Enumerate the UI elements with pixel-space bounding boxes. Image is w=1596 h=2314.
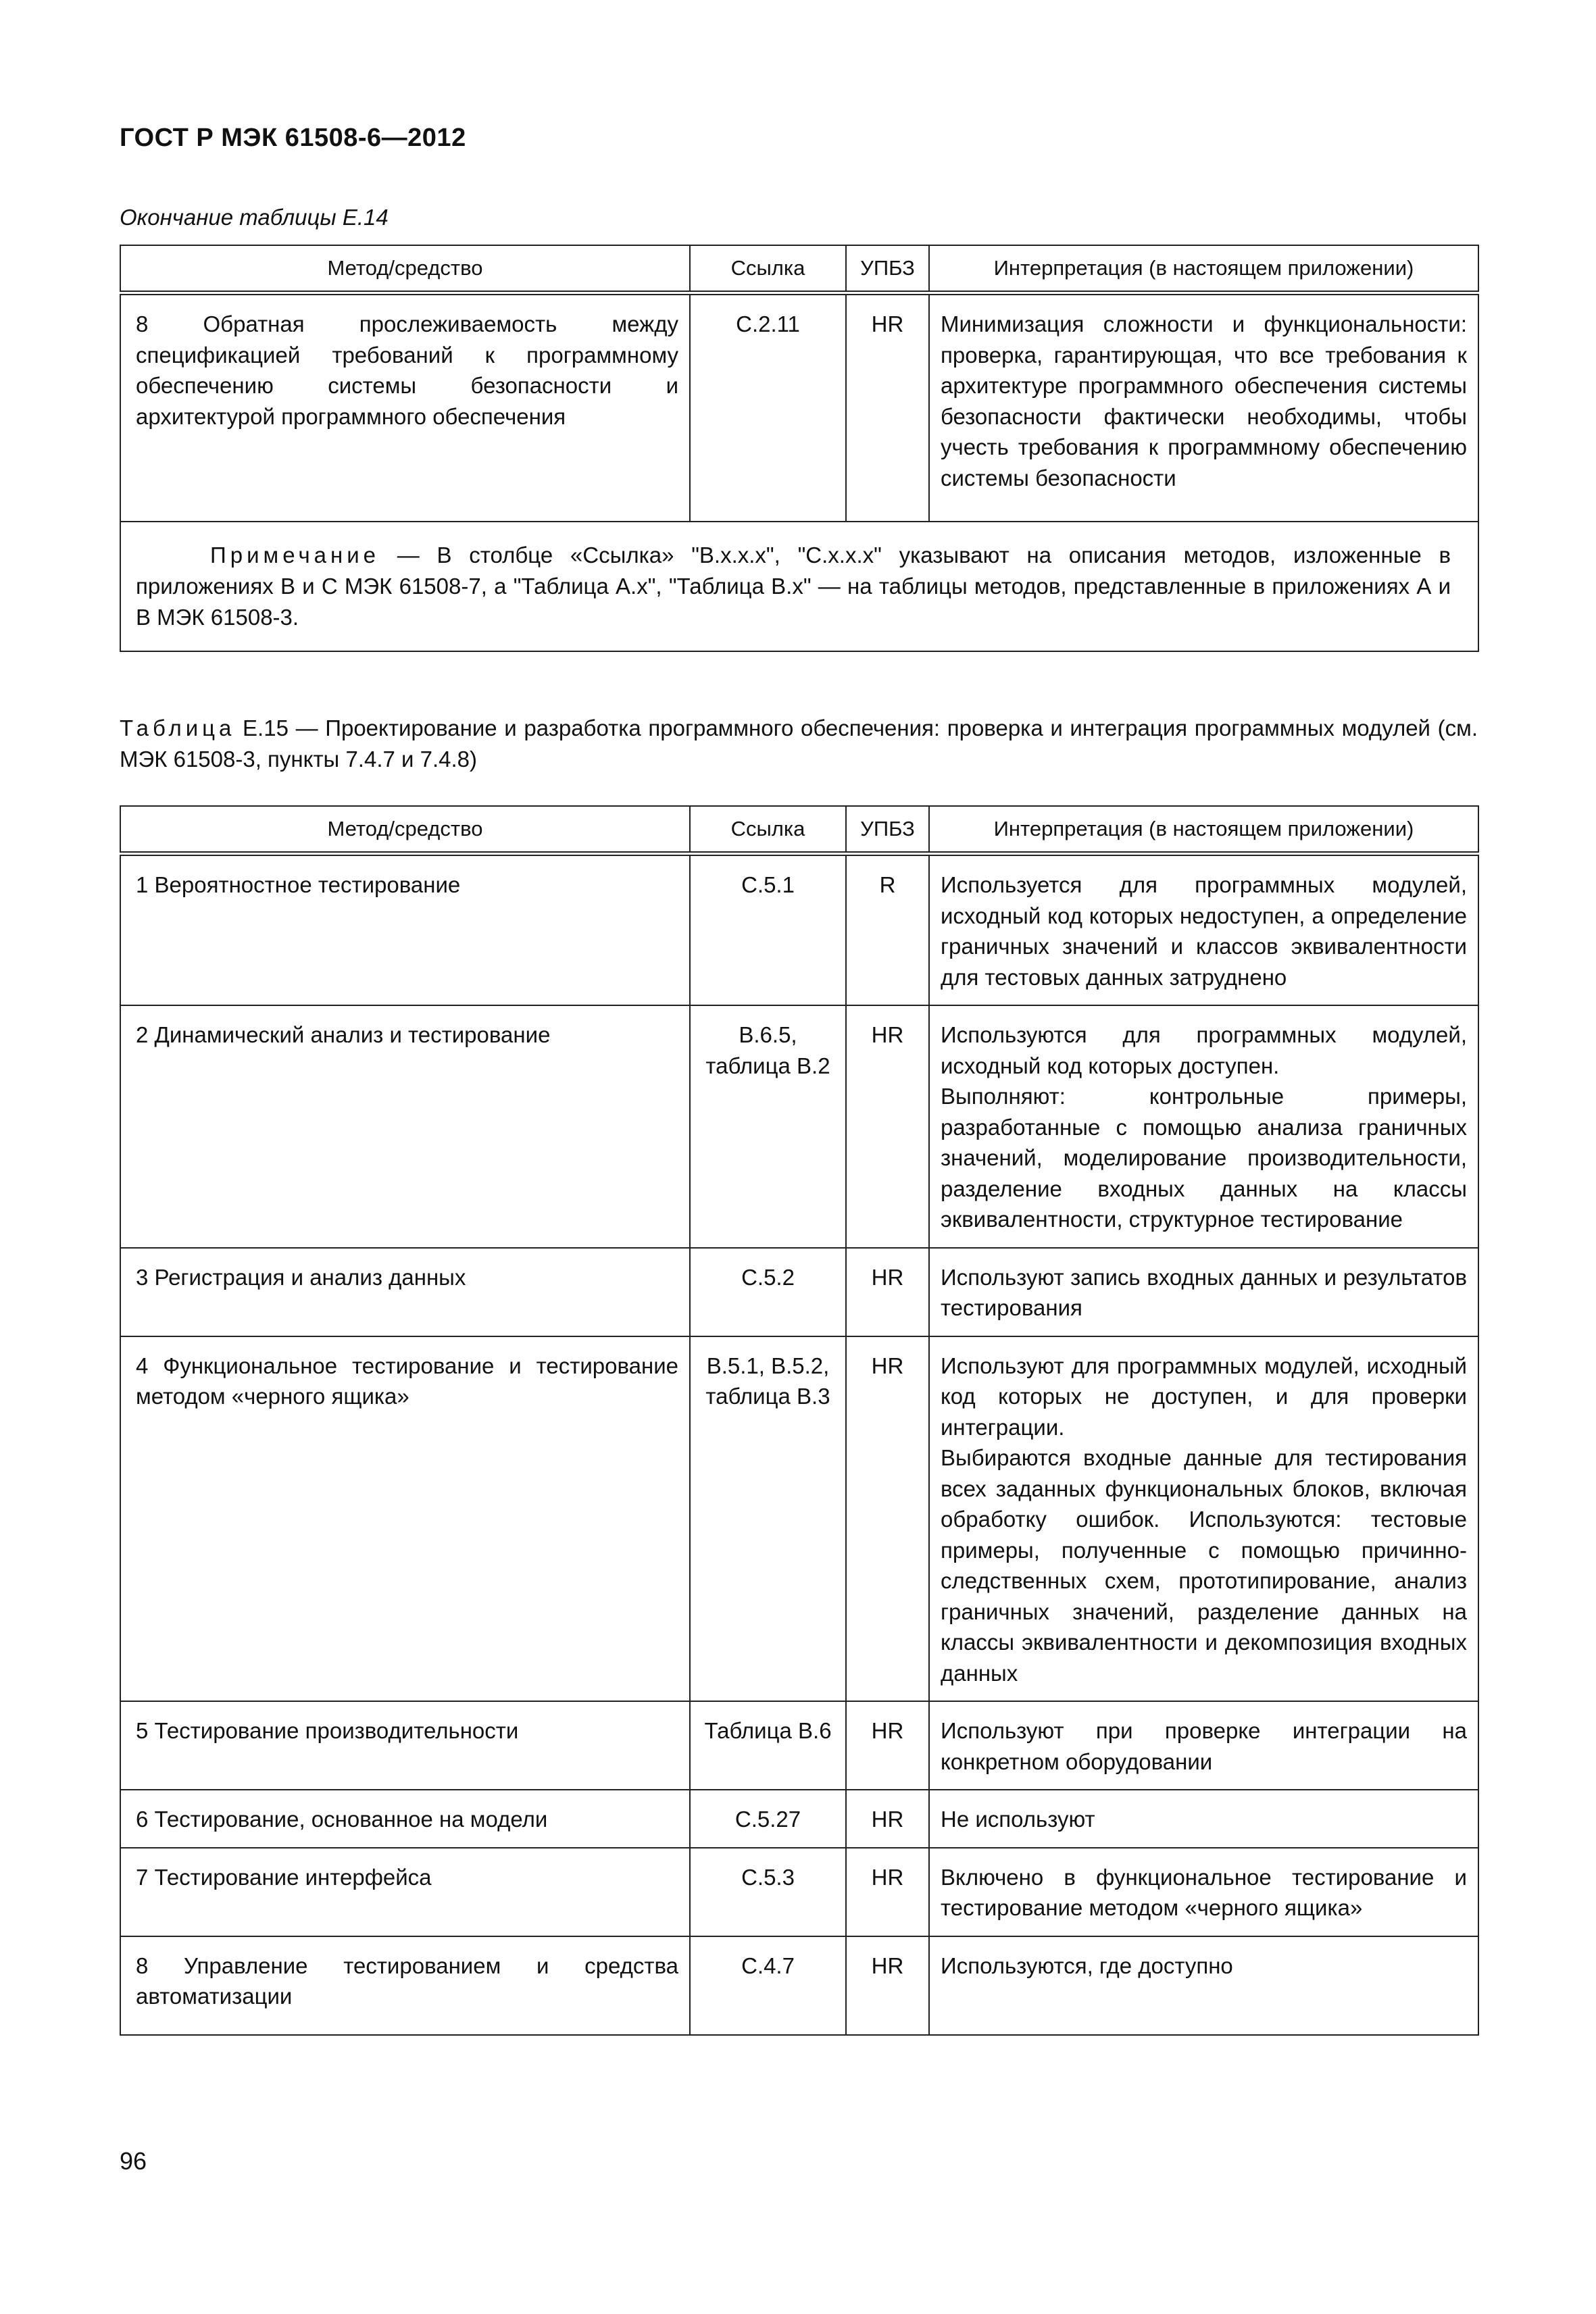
interpretation-paragraph: Используют для программных модулей, исходный код которых не доступен, и для проверки интеграции. [941, 1353, 1467, 1440]
cell-sil: HR [846, 293, 929, 522]
cell-method: 6 Тестирование, основанное на модели [120, 1790, 690, 1848]
interpretation-paragraph: Выполняют: контрольные примеры, разработанные с помощью анализа граничных значений, моделирование производительности, разделение входных данных на классы эквивалентности, структурное тестирование [941, 1084, 1467, 1232]
column-header-sil: УПБЗ [846, 806, 929, 854]
table-row [120, 1936, 1478, 2035]
table2-caption-label: Таблица [120, 715, 236, 740]
table2-caption-text: Е.15 — Проектирование и разработка программного обеспечения: проверка и интеграция программных модулей (см. МЭК 61508-3, пункты 7.4.7 и 7.4.8) [120, 715, 1478, 772]
column-header-interpretation: Интерпретация (в настоящем приложении) [929, 245, 1478, 293]
column-header-method: Метод/средство [120, 806, 690, 854]
cell-sil: R [846, 854, 929, 1006]
cell-interpretation: Используют запись входных данных и результатов тестирования [929, 1248, 1478, 1336]
column-header-ref: Ссылка [690, 245, 846, 293]
interpretation-paragraph: Выбираются входные данные для тестирования всех заданных функциональных блоков, включая обработку ошибок. Используются: тестовые примеры, полученные с помощью причинно-следственных схем, прототипирование, анализ граничных значений, разделение данных на классы эквивалентности и декомпозиция входных данных [941, 1445, 1467, 1686]
cell-sil: HR [846, 1848, 929, 1936]
cell-ref: С.5.2 [690, 1248, 846, 1336]
cell-interpretation: Используется для программных модулей, исходный код которых недоступен, а определение граничных значений и классов эквивалентности для тестовых данных затруднено [929, 854, 1478, 1006]
cell-method: 8 Обратная прослеживаемость между спецификацией требований к программному обеспечению системы безопасности и архитектурой программного обеспечения [120, 293, 690, 522]
note-label: Примечание [210, 542, 380, 568]
note-text: — В столбце «Ссылка» "В.х.х.х", "С.х.х.х" указывают на описания методов, изложенные в приложениях В и С МЭК 61508-7, а "Таблица А.х", "Таблица В.х" — на таблицы методов, представленные в приложениях А и В МЭК 61508-3. [136, 542, 1451, 630]
cell-ref: С.5.1 [690, 854, 846, 1006]
table-row [120, 1005, 1478, 1248]
cell-ref: С.4.7 [690, 1936, 846, 2035]
column-header-method: Метод/средство [120, 245, 690, 293]
cell-interpretation: Используют при проверке интеграции на конкретном оборудовании [929, 1701, 1478, 1790]
table-row [120, 1248, 1478, 1336]
cell-interpretation [929, 1336, 1478, 1702]
cell-sil: HR [846, 1005, 929, 1248]
table1-caption: Окончание таблицы Е.14 [120, 205, 389, 230]
cell-ref: С.5.27 [690, 1790, 846, 1848]
cell-ref: В.5.1, В.5.2, таблица В.3 [690, 1336, 846, 1702]
table-e15 [120, 805, 1479, 2036]
cell-sil: HR [846, 1248, 929, 1336]
table-row [120, 1790, 1478, 1848]
table-e14-end [120, 245, 1479, 652]
document-header: ГОСТ Р МЭК 61508-6—2012 [120, 124, 466, 152]
cell-sil: HR [846, 1790, 929, 1848]
cell-ref: Таблица В.6 [690, 1701, 846, 1790]
cell-method: 1 Вероятностное тестирование [120, 854, 690, 1006]
interpretation-paragraph: Используются для программных модулей, исходный код которых доступен. [941, 1022, 1467, 1078]
table-header-row [120, 245, 1478, 293]
cell-method: 5 Тестирование производительности [120, 1701, 690, 1790]
table-header-row [120, 806, 1478, 854]
cell-method: 4 Функциональное тестирование и тестирование методом «черного ящика» [120, 1336, 690, 1702]
table-row [120, 293, 1478, 522]
cell-interpretation: Не используют [929, 1790, 1478, 1848]
table-row [120, 1848, 1478, 1936]
table-row [120, 1336, 1478, 1702]
table-row [120, 854, 1478, 1006]
cell-method: 3 Регистрация и анализ данных [120, 1248, 690, 1336]
cell-ref: С.5.3 [690, 1848, 846, 1936]
page-number: 96 [120, 2147, 147, 2175]
cell-interpretation: Включено в функциональное тестирование и тестирование методом «черного ящика» [929, 1848, 1478, 1936]
cell-ref: С.2.11 [690, 293, 846, 522]
cell-sil: HR [846, 1701, 929, 1790]
cell-interpretation: Используются, где доступно [929, 1936, 1478, 2035]
cell-interpretation: Минимизация сложности и функциональности: проверка, гарантирующая, что все требования к архитектуре программного обеспечения системы безопасности фактически необходимы, чтобы учесть требования к программному обеспечению системы безопасности [929, 293, 1478, 522]
table-row [120, 1701, 1478, 1790]
table-note [120, 522, 1478, 651]
table2-caption [120, 713, 1478, 775]
cell-method: 7 Тестирование интерфейса [120, 1848, 690, 1936]
column-header-sil: УПБЗ [846, 245, 929, 293]
cell-interpretation [929, 1005, 1478, 1248]
cell-ref: В.6.5, таблица В.2 [690, 1005, 846, 1248]
column-header-interpretation: Интерпретация (в настоящем приложении) [929, 806, 1478, 854]
cell-sil: HR [846, 1936, 929, 2035]
cell-method: 2 Динамический анализ и тестирование [120, 1005, 690, 1248]
table-note-row [120, 522, 1478, 651]
column-header-ref: Ссылка [690, 806, 846, 854]
cell-method: 8 Управление тестированием и средства автоматизации [120, 1936, 690, 2035]
cell-sil: HR [846, 1336, 929, 1702]
